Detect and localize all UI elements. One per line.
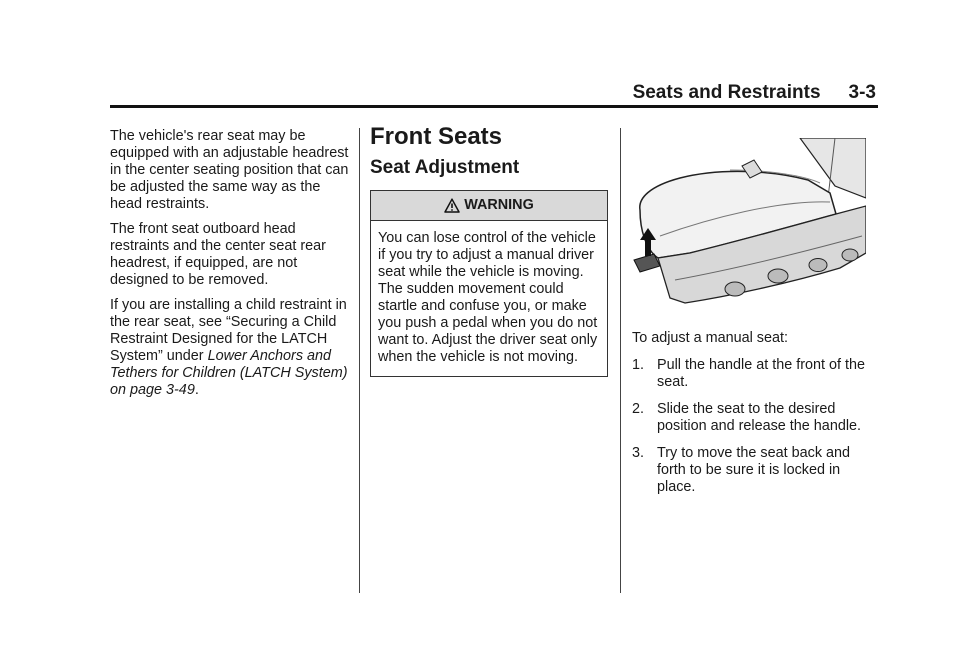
middle-column [370,123,610,377]
reference-link[interactable]: Lower Anchors and Tethers for Children (LATCH System) on page 3-49 [110,348,348,398]
step-text: Pull the handle at the front of the seat. [657,357,866,390]
step-text: Try to move the seat back and forth to be sure it is locked in place. [657,445,851,495]
procedure-steps [632,357,877,496]
warning-text: You can lose control of the vehicle if you try to adjust a manual driver seat while the vehicle is moving. The sudden movement could startle and confuse you, or make you push a pedal when you do not want to. Adjust the driver seat only when the vehicle is not moving. [378,230,598,365]
paragraph: The vehicle's rear seat may be equipped with an adjustable headrest in the center seating position that can be adjusted the same way as the head restraints. [110,128,349,212]
warning-box [370,190,608,377]
subsection-heading: Seat Adjustment [370,157,520,178]
column-divider [620,128,621,593]
reference-text: If you are installing a child restraint in the rear seat, see “Securing a Child Restraint Designed for the LATCH System” under [110,297,347,364]
page-number: 3-3 [848,82,876,103]
cross-reference-paragraph [110,297,350,399]
caution-triangle-icon [444,198,460,213]
step-text: Slide the seat to the desired position and release the handle. [657,401,862,434]
list-item [632,357,877,391]
step-number: 1. [632,357,645,373]
list-item [632,401,877,435]
header-rule [110,105,878,108]
step-number: 2. [632,401,645,417]
reference-end: . [194,382,199,398]
warning-header [371,191,607,221]
left-column [110,128,350,407]
seat-adjuster-illustration [630,138,866,313]
column-divider [359,128,360,593]
warning-title: WARNING [464,197,534,213]
list-item [632,445,877,496]
paragraph: The front seat outboard head restraints and the center seat rear headrest, if equipped, are not designed to be removed. [110,221,326,288]
step-number: 3. [632,445,645,461]
section-title: Seats and Restraints [632,82,821,103]
right-column [632,330,877,506]
section-heading: Front Seats [370,123,503,150]
page-header [633,82,876,104]
procedure-intro: To adjust a manual seat: [632,330,788,346]
